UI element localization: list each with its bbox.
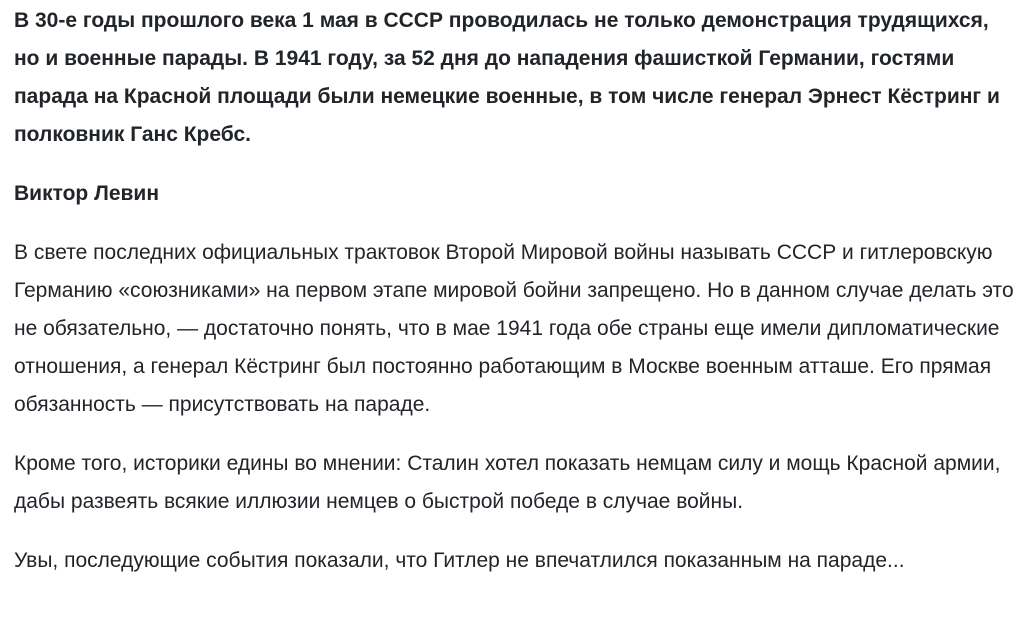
article-paragraph-1: В свете последних официальных трактовок Второй Мировой войны называть СССР и гитлеровскую Германию «союзниками» на первом этапе мировой бойни запрещено. Но в данном случае делать это не обязательно, — достаточно понять, что в мае 1941 года обе страны еще имели дипломатические отношения, а генерал Кёстринг был постоянно работающим в Москве военным атташе. Его прямая обязанность — присутствовать на параде.	[14, 241, 1014, 416]
article-paragraph-2: Кроме того, историки едины во мнении: Сталин хотел показать немцам силу и мощь Красной армии, дабы развеять всякие иллюзии немцев о быстрой победе в случае войны.	[14, 452, 1001, 513]
article-author: Виктор Левин	[14, 182, 160, 205]
article-lede: В 30-е годы прошлого века 1 мая в СССР проводилась не только демонстрация трудящихся, но и военные парады. В 1941 году, за 52 дня до нападения фашисткой Германии, гостями парада на Красной площади были немецкие военные, в том числе генерал Эрнест Кёстринг и полковник Ганс Кребс.	[14, 9, 1000, 146]
article-paragraph-3: Увы, последующие события показали, что Гитлер не впечатлился показанным на параде...	[14, 549, 905, 572]
